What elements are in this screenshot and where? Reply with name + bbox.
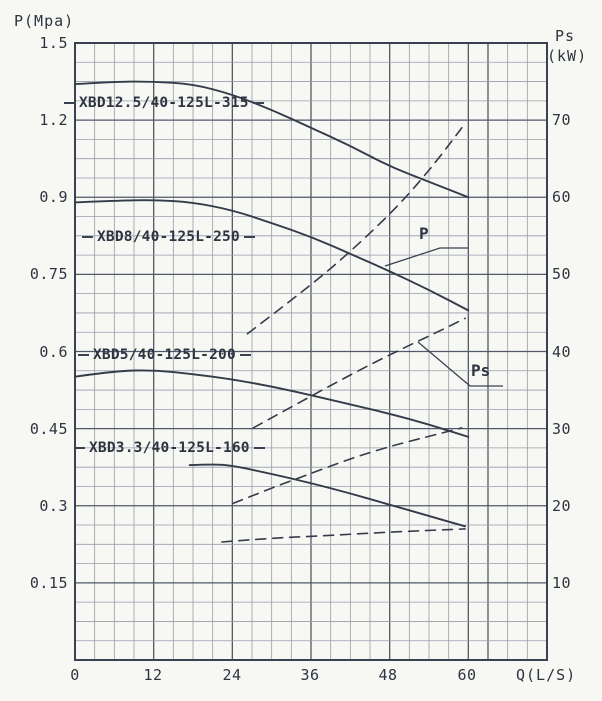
left-axis-title: P(Mpa)	[14, 12, 75, 30]
power-callout-label: Ps	[471, 361, 491, 380]
x-tick-36: 36	[300, 666, 320, 684]
pressure-callout-label: P	[419, 224, 429, 243]
x-tick-24: 24	[222, 666, 242, 684]
label-leader-dash	[82, 236, 93, 238]
right-tick-30: 30	[552, 420, 572, 438]
left-tick-0.75: 0.75	[29, 265, 68, 283]
x-tick-48: 48	[378, 666, 398, 684]
x-tick-60: 60	[457, 666, 477, 684]
label-leader-dash	[64, 102, 75, 104]
right-tick-70: 70	[552, 111, 572, 129]
left-tick-0.9: 0.9	[39, 188, 68, 206]
right-tick-10: 10	[552, 574, 572, 592]
right-axis-title-line2: (kW)	[547, 47, 588, 65]
curve-label-xbd3.3: XBD3.3/40-125L-160	[74, 440, 265, 456]
left-tick-0.6: 0.6	[39, 343, 68, 361]
right-tick-20: 20	[552, 497, 572, 515]
label-leader-dash	[74, 447, 85, 449]
right-tick-40: 40	[552, 343, 572, 361]
label-leader-dash	[78, 354, 89, 356]
label-leader-dash	[240, 354, 251, 356]
curve-label-xbd12.5: XBD12.5/40-125L-315	[64, 95, 264, 111]
label-leader-dash	[254, 447, 265, 449]
curve-label-xbd5: XBD5/40-125L-200	[78, 347, 251, 363]
left-tick-1.2: 1.2	[39, 111, 68, 129]
left-tick-0.15: 0.15	[29, 574, 68, 592]
right-axis-title-line1: Ps	[555, 27, 576, 45]
x-axis-title: Q(L/S)	[516, 666, 577, 684]
left-tick-0.45: 0.45	[29, 420, 68, 438]
x-tick-12: 12	[143, 666, 163, 684]
label-leader-dash	[244, 236, 255, 238]
curve-label-xbd8: XBD8/40-125L-250	[82, 229, 255, 245]
right-tick-60: 60	[552, 188, 572, 206]
x-tick-0: 0	[70, 666, 80, 684]
right-tick-50: 50	[552, 265, 572, 283]
left-tick-1.5: 1.5	[39, 34, 68, 52]
label-leader-dash	[253, 102, 264, 104]
left-tick-0.3: 0.3	[39, 497, 68, 515]
